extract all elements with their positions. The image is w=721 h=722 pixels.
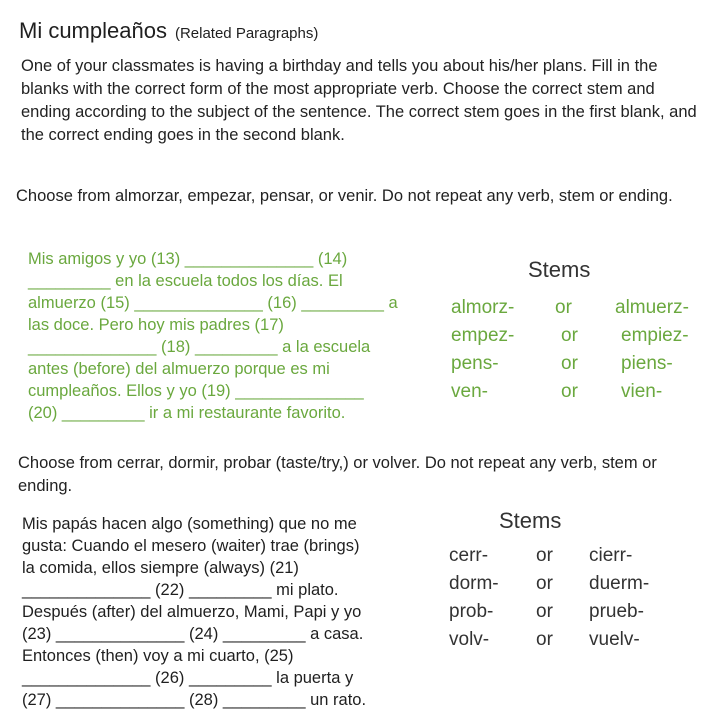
paragraph-line: antes (before) del almuerzo porque es mi	[28, 360, 330, 378]
stem-option-b: duerm-	[589, 573, 650, 594]
stem-option-a: ven-	[451, 381, 488, 402]
stem-row	[0, 353, 721, 377]
paragraph-line: cumpleaños. Ellos y yo (19) ______________	[28, 382, 364, 400]
stem-option-b: almuerz-	[615, 297, 689, 318]
stem-option-a: volv-	[449, 629, 490, 650]
paragraph-line: las doce. Pero hoy mis padres (17)	[28, 316, 284, 334]
section2-instruction: Choose from cerrar, dormir, probar (taste/try,) or volver. Do not repeat any verb, stem or ending.	[18, 454, 657, 495]
stem-option-a: pens-	[451, 353, 499, 374]
stem-row	[0, 381, 721, 405]
stem-option-b: empiez-	[621, 325, 689, 346]
stem-option-a: empez-	[451, 325, 515, 346]
paragraph-line: ______________ (18) _________ a la escuela	[28, 338, 371, 356]
stem-or: or	[536, 629, 553, 650]
stem-or: or	[555, 297, 572, 318]
stem-row	[0, 629, 721, 653]
page-title	[19, 18, 318, 44]
stem-row	[0, 601, 721, 625]
stem-option-a: cerr-	[449, 545, 489, 566]
stem-option-b: vuelv-	[589, 629, 640, 650]
stem-or: or	[561, 353, 578, 374]
paragraph-line: Entonces (then) voy a mi cuarto, (25)	[22, 647, 294, 665]
stem-option-b: piens-	[621, 353, 673, 374]
paragraph-line: (23) ______________ (24) _________ a casa.	[22, 625, 364, 643]
paragraph-line: _________ en la escuela todos los días. El	[28, 272, 343, 290]
stem-row	[0, 325, 721, 349]
stem-option-a: dorm-	[449, 573, 499, 594]
paragraph-line: Después (after) del almuerzo, Mami, Papi y yo	[22, 603, 362, 621]
stem-option-a: prob-	[449, 601, 494, 622]
stem-row	[0, 545, 721, 569]
paragraph-line: (20) _________ ir a mi restaurante favorito.	[28, 404, 346, 422]
stem-option-a: almorz-	[451, 297, 515, 318]
stem-option-b: prueb-	[589, 601, 644, 622]
paragraph-line: Mis papás hacen algo (something) que no me	[22, 515, 357, 533]
paragraph-line: gusta: Cuando el mesero (waiter) trae (brings)	[22, 537, 360, 555]
stem-or: or	[561, 381, 578, 402]
paragraph-line: (27) ______________ (28) _________ un rato.	[22, 691, 367, 709]
stem-option-b: vien-	[621, 381, 663, 402]
stem-or: or	[536, 601, 553, 622]
section1-instruction: Choose from almorzar, empezar, pensar, or venir. Do not repeat any verb, stem or ending.	[16, 187, 673, 205]
intro-text: One of your classmates is having a birthday and tells you about his/her plans. Fill in the blanks with the correct form of the most appropriate verb. Choose the correct stem and ending according to the subject of the sentence. The correct stem goes in the first blank, and the correct ending goes in the second blank.	[21, 57, 697, 144]
stem-row	[0, 573, 721, 597]
stem-or: or	[536, 573, 553, 594]
stem-or: or	[561, 325, 578, 346]
paragraph-line: almuerzo (15) ______________ (16) _________ a	[28, 294, 398, 312]
paragraph-line: ______________ (22) _________ mi plato.	[22, 581, 339, 599]
paragraph-line: Mis amigos y yo (13) ______________ (14)	[28, 250, 348, 268]
paragraph-line: la comida, ellos siempre (always) (21)	[22, 559, 299, 577]
stem-or: or	[536, 545, 553, 566]
section2-stems-heading: Stems	[499, 508, 562, 533]
title-text: Mi cumpleaños	[19, 18, 167, 43]
title-subtitle: (Related Paragraphs)	[174, 25, 319, 42]
stem-row	[0, 297, 721, 321]
stem-option-b: cierr-	[589, 545, 633, 566]
paragraph-line: ______________ (26) _________ la puerta y	[22, 669, 354, 687]
section1-stems-heading: Stems	[528, 257, 591, 282]
